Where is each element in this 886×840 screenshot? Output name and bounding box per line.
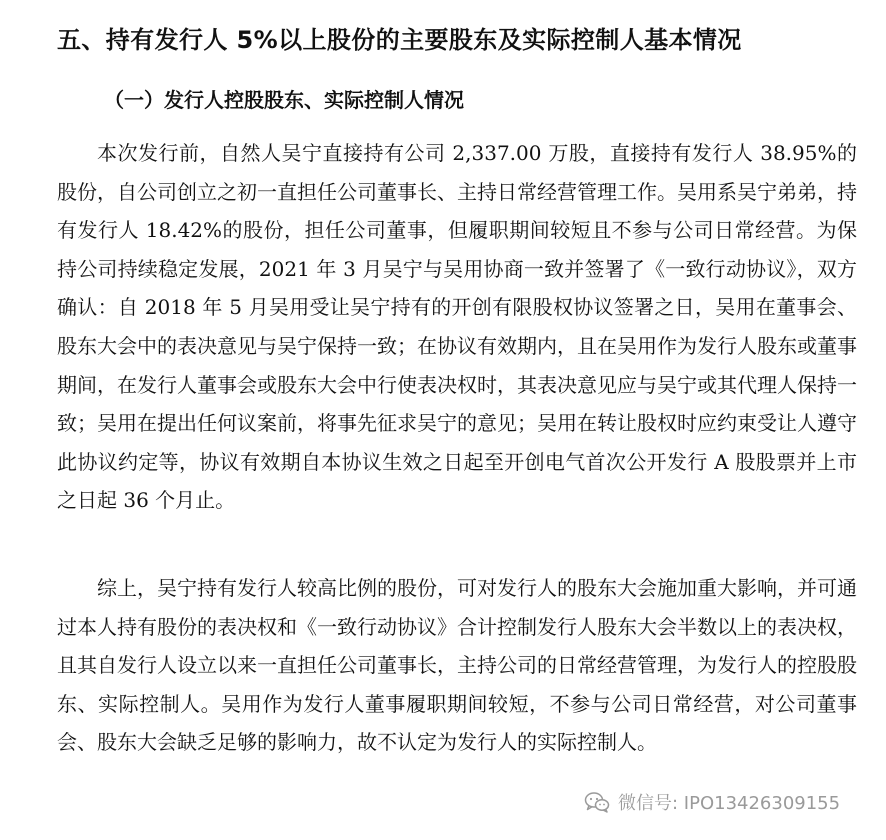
section-heading: 五、持有发行人 5%以上股份的主要股东及实际控制人基本情况 bbox=[57, 26, 742, 54]
paragraph-controlling-shareholder: 本次发行前，自然人吴宁直接持有公司 2,337.00 万股，直接持有发行人 38.95%的股份，自公司创立之初一直担任公司董事长、主持日常经营管理工作。吴用系吴宁弟弟，持有发行人 18.42%的股份，担任公司董事，但履职期间较短且不参与公司日常经营。为保持公司持续稳定发展，2021 年 3 月吴宁与吴用协商一致并签署了《一致行动协议》，双方确认：自 2018 年 5 月吴用受让吴宁持有的开创有限股权协议签署之日，吴用在董事会、股东大会中的表决意见与吴宁保持一致；在协议有效期内，且在吴用作为发行人股东或董事期间，在发行人董事会或股东大会中行使表决权时，其表决意见应与吴宁或其代理人保持一致；吴用在提出任何议案前，将事先征求吴宁的意见；吴用在转让股权时应约束受让人遵守此协议约定等，协议有效期自本协议生效之日起至开创电气首次公开发行 A 股股票并上市之日起 36 个月止。 bbox=[57, 141, 857, 513]
subsection-heading: （一）发行人控股股东、实际控制人情况 bbox=[104, 88, 464, 112]
wechat-icon bbox=[584, 790, 610, 814]
watermark-text: 微信号: IPO13426309155 bbox=[618, 793, 841, 814]
wechat-watermark bbox=[584, 786, 840, 818]
paragraph-conclusion: 综上，吴宁持有发行人较高比例的股份，可对发行人的股东大会施加重大影响，并可通过本人持有股份的表决权和《一致行动协议》合计控制发行人股东大会半数以上的表决权，且其自发行人设立以来一直担任公司董事长，主持公司的日常经营管理，为发行人的控股股东、实际控制人。吴用作为发行人董事履职期间较短，不参与公司日常经营，对公司董事会、股东大会缺乏足够的影响力，故不认定为发行人的实际控制人。 bbox=[57, 576, 857, 755]
